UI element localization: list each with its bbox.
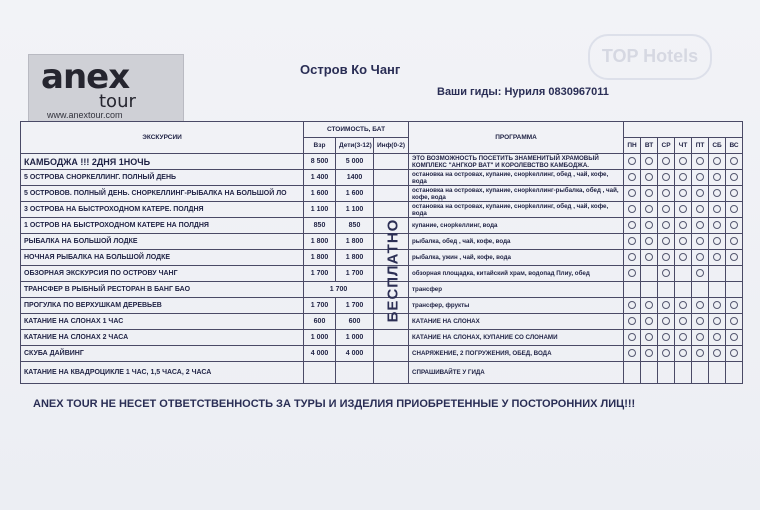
price-infant	[374, 202, 409, 218]
day-cell	[641, 250, 658, 266]
program-text: трансфер, фрукты	[409, 298, 624, 314]
table-row	[21, 346, 743, 362]
day-cell	[624, 218, 641, 234]
program-text: остановка на островах, купание, снорkеллинг-рыбалка, обед , чай, кофе, вода	[409, 186, 624, 202]
day-cell	[641, 234, 658, 250]
price-child: 1 000	[336, 330, 374, 346]
available-circle-icon	[628, 205, 636, 213]
day-cell	[726, 330, 743, 346]
day-cell	[624, 346, 641, 362]
available-circle-icon	[645, 237, 653, 245]
day-cell	[641, 218, 658, 234]
available-circle-icon	[679, 205, 687, 213]
available-circle-icon	[696, 349, 704, 357]
day-header: СБ	[709, 138, 726, 154]
available-circle-icon	[628, 221, 636, 229]
day-cell	[658, 298, 675, 314]
available-circle-icon	[696, 205, 704, 213]
day-cell	[624, 234, 641, 250]
available-circle-icon	[645, 173, 653, 181]
day-cell	[692, 298, 709, 314]
price-adult: 1 800	[304, 234, 336, 250]
day-cell	[692, 170, 709, 186]
available-circle-icon	[713, 157, 721, 165]
day-cell	[641, 346, 658, 362]
program-text: ЭТО ВОЗМОЖНОСТЬ ПОСЕТИТЬ ЗНАМЕНИТЫЙ ХРАМОВЫЙ КОМПЛЕКС "АНГКОР ВАТ" И КОРОЛЕВСТВО КАМБОДЖА.	[409, 154, 624, 170]
disclaimer-footer: ANEX TOUR НЕ НЕСЕТ ОТВЕТСТВЕННОСТЬ ЗА ТУРЫ И ИЗДЕЛИЯ ПРИОБРЕТЕННЫЕ У ПОСТОРОННИХ ЛИЦ!!!	[33, 398, 636, 410]
available-circle-icon	[713, 221, 721, 229]
day-cell	[624, 250, 641, 266]
available-circle-icon	[679, 237, 687, 245]
price-child: 1 800	[336, 250, 374, 266]
day-cell	[675, 266, 692, 282]
available-circle-icon	[730, 221, 738, 229]
day-cell	[675, 330, 692, 346]
available-circle-icon	[730, 157, 738, 165]
available-circle-icon	[662, 189, 670, 197]
available-circle-icon	[696, 173, 704, 181]
available-circle-icon	[696, 189, 704, 197]
day-cell	[675, 346, 692, 362]
excursion-name: КАМБОДЖА !!! 2ДНЯ 1НОЧЬ	[21, 154, 304, 170]
anex-tour-logo	[28, 54, 184, 122]
day-cell	[726, 266, 743, 282]
day-cell	[675, 314, 692, 330]
price-child: 1 700	[336, 298, 374, 314]
price-child: 600	[336, 314, 374, 330]
day-cell	[641, 202, 658, 218]
guides-contact: Ваши гиды: Нуриля 0830967011	[437, 86, 609, 98]
price-adult: 850	[304, 218, 336, 234]
day-cell	[641, 330, 658, 346]
day-cell	[692, 314, 709, 330]
day-cell	[624, 362, 641, 384]
day-cell	[624, 298, 641, 314]
available-circle-icon	[679, 189, 687, 197]
day-cell	[709, 330, 726, 346]
excursion-name: РЫБАЛКА НА БОЛЬШОЙ ЛОДКЕ	[21, 234, 304, 250]
day-cell	[726, 314, 743, 330]
available-circle-icon	[696, 333, 704, 341]
day-cell	[726, 170, 743, 186]
day-cell	[675, 250, 692, 266]
available-circle-icon	[645, 221, 653, 229]
day-header: ВС	[726, 138, 743, 154]
day-cell	[658, 266, 675, 282]
day-cell	[692, 154, 709, 170]
price-adult: 1 700	[304, 298, 336, 314]
day-cell	[658, 186, 675, 202]
day-cell	[658, 234, 675, 250]
day-cell	[624, 282, 641, 298]
price-child: 850	[336, 218, 374, 234]
day-cell	[726, 346, 743, 362]
available-circle-icon	[713, 317, 721, 325]
available-circle-icon	[628, 301, 636, 309]
day-cell	[624, 170, 641, 186]
day-cell	[624, 330, 641, 346]
price-child	[336, 362, 374, 384]
available-circle-icon	[696, 221, 704, 229]
table-row	[21, 330, 743, 346]
available-circle-icon	[645, 333, 653, 341]
available-circle-icon	[713, 253, 721, 261]
day-cell	[675, 234, 692, 250]
price-adult: 600	[304, 314, 336, 330]
available-circle-icon	[645, 253, 653, 261]
day-header: ПТ	[692, 138, 709, 154]
price-adult: 1 800	[304, 250, 336, 266]
day-cell	[675, 202, 692, 218]
col-adult: Взр	[304, 138, 336, 154]
available-circle-icon	[662, 173, 670, 181]
day-cell	[692, 218, 709, 234]
logo-sub: tour	[99, 91, 136, 112]
price-child: 1 700	[336, 266, 374, 282]
excursion-name: КАТАНИЕ НА СЛОНАХ 1 ЧАС	[21, 314, 304, 330]
day-cell	[658, 362, 675, 384]
available-circle-icon	[730, 301, 738, 309]
price-adult: 1 700	[304, 266, 336, 282]
day-header: СР	[658, 138, 675, 154]
day-cell	[641, 282, 658, 298]
free-text: БЕСПЛАТНО	[384, 218, 402, 323]
available-circle-icon	[730, 189, 738, 197]
excursion-name: ОБЗОРНАЯ ЭКСКУРСИЯ ПО ОСТРОВУ ЧАНГ	[21, 266, 304, 282]
day-header: ПН	[624, 138, 641, 154]
day-cell	[709, 298, 726, 314]
excursion-name: 3 ОСТРОВА НА БЫСТРОХОДНОМ КАТЕРЕ. ПОЛДНЯ	[21, 202, 304, 218]
available-circle-icon	[628, 349, 636, 357]
available-circle-icon	[645, 157, 653, 165]
day-cell	[658, 330, 675, 346]
available-circle-icon	[628, 157, 636, 165]
available-circle-icon	[730, 317, 738, 325]
col-program: ПРОГРАММА	[409, 122, 624, 154]
available-circle-icon	[662, 349, 670, 357]
day-cell	[692, 234, 709, 250]
day-cell	[726, 250, 743, 266]
available-circle-icon	[713, 301, 721, 309]
day-cell	[709, 346, 726, 362]
excursion-name: ТРАНСФЕР В РЫБНЫЙ РЕСТОРАН В БАНГ БАО	[21, 282, 304, 298]
table-row	[21, 154, 743, 170]
available-circle-icon	[662, 253, 670, 261]
price-child: 1 100	[336, 202, 374, 218]
day-cell	[624, 154, 641, 170]
day-cell	[692, 250, 709, 266]
day-cell	[709, 202, 726, 218]
day-cell	[709, 314, 726, 330]
program-text: СПРАШИВАЙТЕ У ГИДА	[409, 362, 624, 384]
available-circle-icon	[713, 205, 721, 213]
available-circle-icon	[645, 189, 653, 197]
available-circle-icon	[730, 237, 738, 245]
col-child: Дети(3-12)	[336, 138, 374, 154]
price-adult: 8 500	[304, 154, 336, 170]
day-cell	[675, 298, 692, 314]
day-cell	[624, 314, 641, 330]
day-cell	[641, 266, 658, 282]
day-cell	[641, 154, 658, 170]
day-cell	[709, 170, 726, 186]
price-infant	[374, 170, 409, 186]
day-cell	[709, 282, 726, 298]
program-text: обзорная площадка, китайский храм, водопад Плиу, обед	[409, 266, 624, 282]
available-circle-icon	[696, 301, 704, 309]
available-circle-icon	[696, 253, 704, 261]
day-cell	[641, 170, 658, 186]
excursion-name: КАТАНИЕ НА СЛОНАХ 2 ЧАСА	[21, 330, 304, 346]
excursion-name: 1 ОСТРОВ НА БЫСТРОХОДНОМ КАТЕРЕ НА ПОЛДНЯ	[21, 218, 304, 234]
day-cell	[709, 250, 726, 266]
excursion-name: КАТАНИЕ НА КВАДРОЦИКЛЕ 1 ЧАС, 1,5 ЧАСА, 2 ЧАСА	[21, 362, 304, 384]
table-row	[21, 170, 743, 186]
day-cell	[624, 266, 641, 282]
available-circle-icon	[645, 301, 653, 309]
day-cell	[675, 362, 692, 384]
available-circle-icon	[730, 253, 738, 261]
day-cell	[641, 298, 658, 314]
price-merged: 1 700	[304, 282, 374, 298]
day-cell	[709, 266, 726, 282]
available-circle-icon	[628, 333, 636, 341]
available-circle-icon	[713, 189, 721, 197]
price-adult: 1 000	[304, 330, 336, 346]
day-cell	[709, 234, 726, 250]
available-circle-icon	[662, 157, 670, 165]
available-circle-icon	[662, 269, 670, 277]
day-cell	[692, 266, 709, 282]
day-header: ВТ	[641, 138, 658, 154]
table-row	[21, 362, 743, 384]
day-cell	[641, 362, 658, 384]
program-text: купание, снорkеллинг, вода	[409, 218, 624, 234]
day-cell	[726, 298, 743, 314]
price-infant	[374, 330, 409, 346]
logo-brand: anex	[41, 57, 130, 97]
available-circle-icon	[696, 269, 704, 277]
price-adult: 1 100	[304, 202, 336, 218]
excursion-name: НОЧНАЯ РЫБАЛКА НА БОЛЬШОЙ ЛОДКЕ	[21, 250, 304, 266]
page-title: Остров Ко Чанг	[300, 62, 401, 77]
available-circle-icon	[679, 317, 687, 325]
excursion-name: ПРОГУЛКА ПО ВЕРХУШКАМ ДЕРЕВЬЕВ	[21, 298, 304, 314]
available-circle-icon	[730, 173, 738, 181]
available-circle-icon	[713, 237, 721, 245]
price-adult: 1 400	[304, 170, 336, 186]
available-circle-icon	[645, 317, 653, 325]
price-adult: 4 000	[304, 346, 336, 362]
available-circle-icon	[713, 333, 721, 341]
day-cell	[709, 186, 726, 202]
price-child: 4 000	[336, 346, 374, 362]
available-circle-icon	[730, 205, 738, 213]
available-circle-icon	[662, 333, 670, 341]
available-circle-icon	[628, 237, 636, 245]
day-cell	[692, 362, 709, 384]
day-cell	[726, 186, 743, 202]
available-circle-icon	[679, 333, 687, 341]
day-cell	[658, 170, 675, 186]
price-adult: 1 600	[304, 186, 336, 202]
excursion-name: СКУБА ДАЙВИНГ	[21, 346, 304, 362]
available-circle-icon	[679, 221, 687, 229]
price-child: 1 600	[336, 186, 374, 202]
col-days	[624, 122, 743, 138]
day-cell	[675, 282, 692, 298]
col-excursions: ЭКСКУРСИИ	[21, 122, 304, 154]
day-cell	[726, 362, 743, 384]
day-cell	[675, 186, 692, 202]
available-circle-icon	[679, 173, 687, 181]
excursion-name: 5 ОСТРОВОВ. ПОЛНЫЙ ДЕНЬ. СНОРКЕЛЛИНГ-РЫБАЛКА НА БОЛЬШОЙ ЛО	[21, 186, 304, 202]
day-cell	[726, 154, 743, 170]
day-cell	[692, 282, 709, 298]
available-circle-icon	[679, 253, 687, 261]
day-cell	[726, 202, 743, 218]
program-text: СНАРЯЖЕНИЕ, 2 ПОГРУЖЕНИЯ, ОБЕД, ВОДА	[409, 346, 624, 362]
available-circle-icon	[730, 349, 738, 357]
program-text: рыбалка, ужин , чай, кофе, вода	[409, 250, 624, 266]
available-circle-icon	[730, 333, 738, 341]
free-label	[381, 218, 402, 323]
day-cell	[624, 202, 641, 218]
day-cell	[624, 186, 641, 202]
day-cell	[709, 362, 726, 384]
program-text: рыбалка, обед , чай, кофе, вода	[409, 234, 624, 250]
day-cell	[692, 202, 709, 218]
excursion-name: 5 ОСТРОВА СНОРКЕЛЛИНГ. ПОЛНЫЙ ДЕНЬ	[21, 170, 304, 186]
available-circle-icon	[679, 157, 687, 165]
program-text: КАТАНИЕ НА СЛОНАХ	[409, 314, 624, 330]
available-circle-icon	[696, 237, 704, 245]
program-text: остановка на островах, купание, снорkеллинг, обед , чай, кофе, вода	[409, 170, 624, 186]
day-cell	[658, 282, 675, 298]
available-circle-icon	[662, 301, 670, 309]
price-infant	[374, 186, 409, 202]
day-cell	[692, 330, 709, 346]
available-circle-icon	[696, 157, 704, 165]
day-cell	[675, 170, 692, 186]
program-text: остановка на островах, купание, снорkеллинг, обед , чай, кофе, вода	[409, 202, 624, 218]
day-cell	[658, 250, 675, 266]
day-cell	[658, 202, 675, 218]
day-cell	[658, 218, 675, 234]
available-circle-icon	[628, 269, 636, 277]
available-circle-icon	[713, 349, 721, 357]
price-adult	[304, 362, 336, 384]
available-circle-icon	[662, 205, 670, 213]
day-cell	[709, 154, 726, 170]
available-circle-icon	[628, 253, 636, 261]
day-cell	[709, 218, 726, 234]
available-circle-icon	[662, 221, 670, 229]
day-cell	[726, 234, 743, 250]
available-circle-icon	[628, 189, 636, 197]
day-cell	[675, 218, 692, 234]
table-row	[21, 186, 743, 202]
day-cell	[726, 218, 743, 234]
day-cell	[658, 314, 675, 330]
available-circle-icon	[662, 317, 670, 325]
available-circle-icon	[662, 237, 670, 245]
price-child: 5 000	[336, 154, 374, 170]
price-child: 1 800	[336, 234, 374, 250]
day-cell	[658, 154, 675, 170]
price-infant	[374, 346, 409, 362]
day-cell	[692, 346, 709, 362]
available-circle-icon	[645, 205, 653, 213]
price-child: 1400	[336, 170, 374, 186]
day-cell	[641, 186, 658, 202]
available-circle-icon	[696, 317, 704, 325]
price-infant	[374, 362, 409, 384]
available-circle-icon	[628, 173, 636, 181]
logo-url: www.anextour.com	[47, 110, 123, 120]
day-cell	[726, 282, 743, 298]
day-cell	[692, 186, 709, 202]
program-text: трансфер	[409, 282, 624, 298]
day-cell	[658, 346, 675, 362]
col-infant: Инф(0-2)	[374, 138, 409, 154]
available-circle-icon	[628, 317, 636, 325]
available-circle-icon	[645, 349, 653, 357]
day-header: ЧТ	[675, 138, 692, 154]
day-cell	[641, 314, 658, 330]
day-cell	[675, 154, 692, 170]
price-infant	[374, 154, 409, 170]
col-cost: СТОИМОСТЬ, БАТ	[304, 122, 409, 138]
available-circle-icon	[713, 173, 721, 181]
available-circle-icon	[679, 349, 687, 357]
program-text: КАТАНИЕ НА СЛОНАХ, КУПАНИЕ СО СЛОНАМИ	[409, 330, 624, 346]
table-row	[21, 202, 743, 218]
available-circle-icon	[679, 301, 687, 309]
tophotels-watermark: TOP Hotels	[588, 34, 712, 80]
